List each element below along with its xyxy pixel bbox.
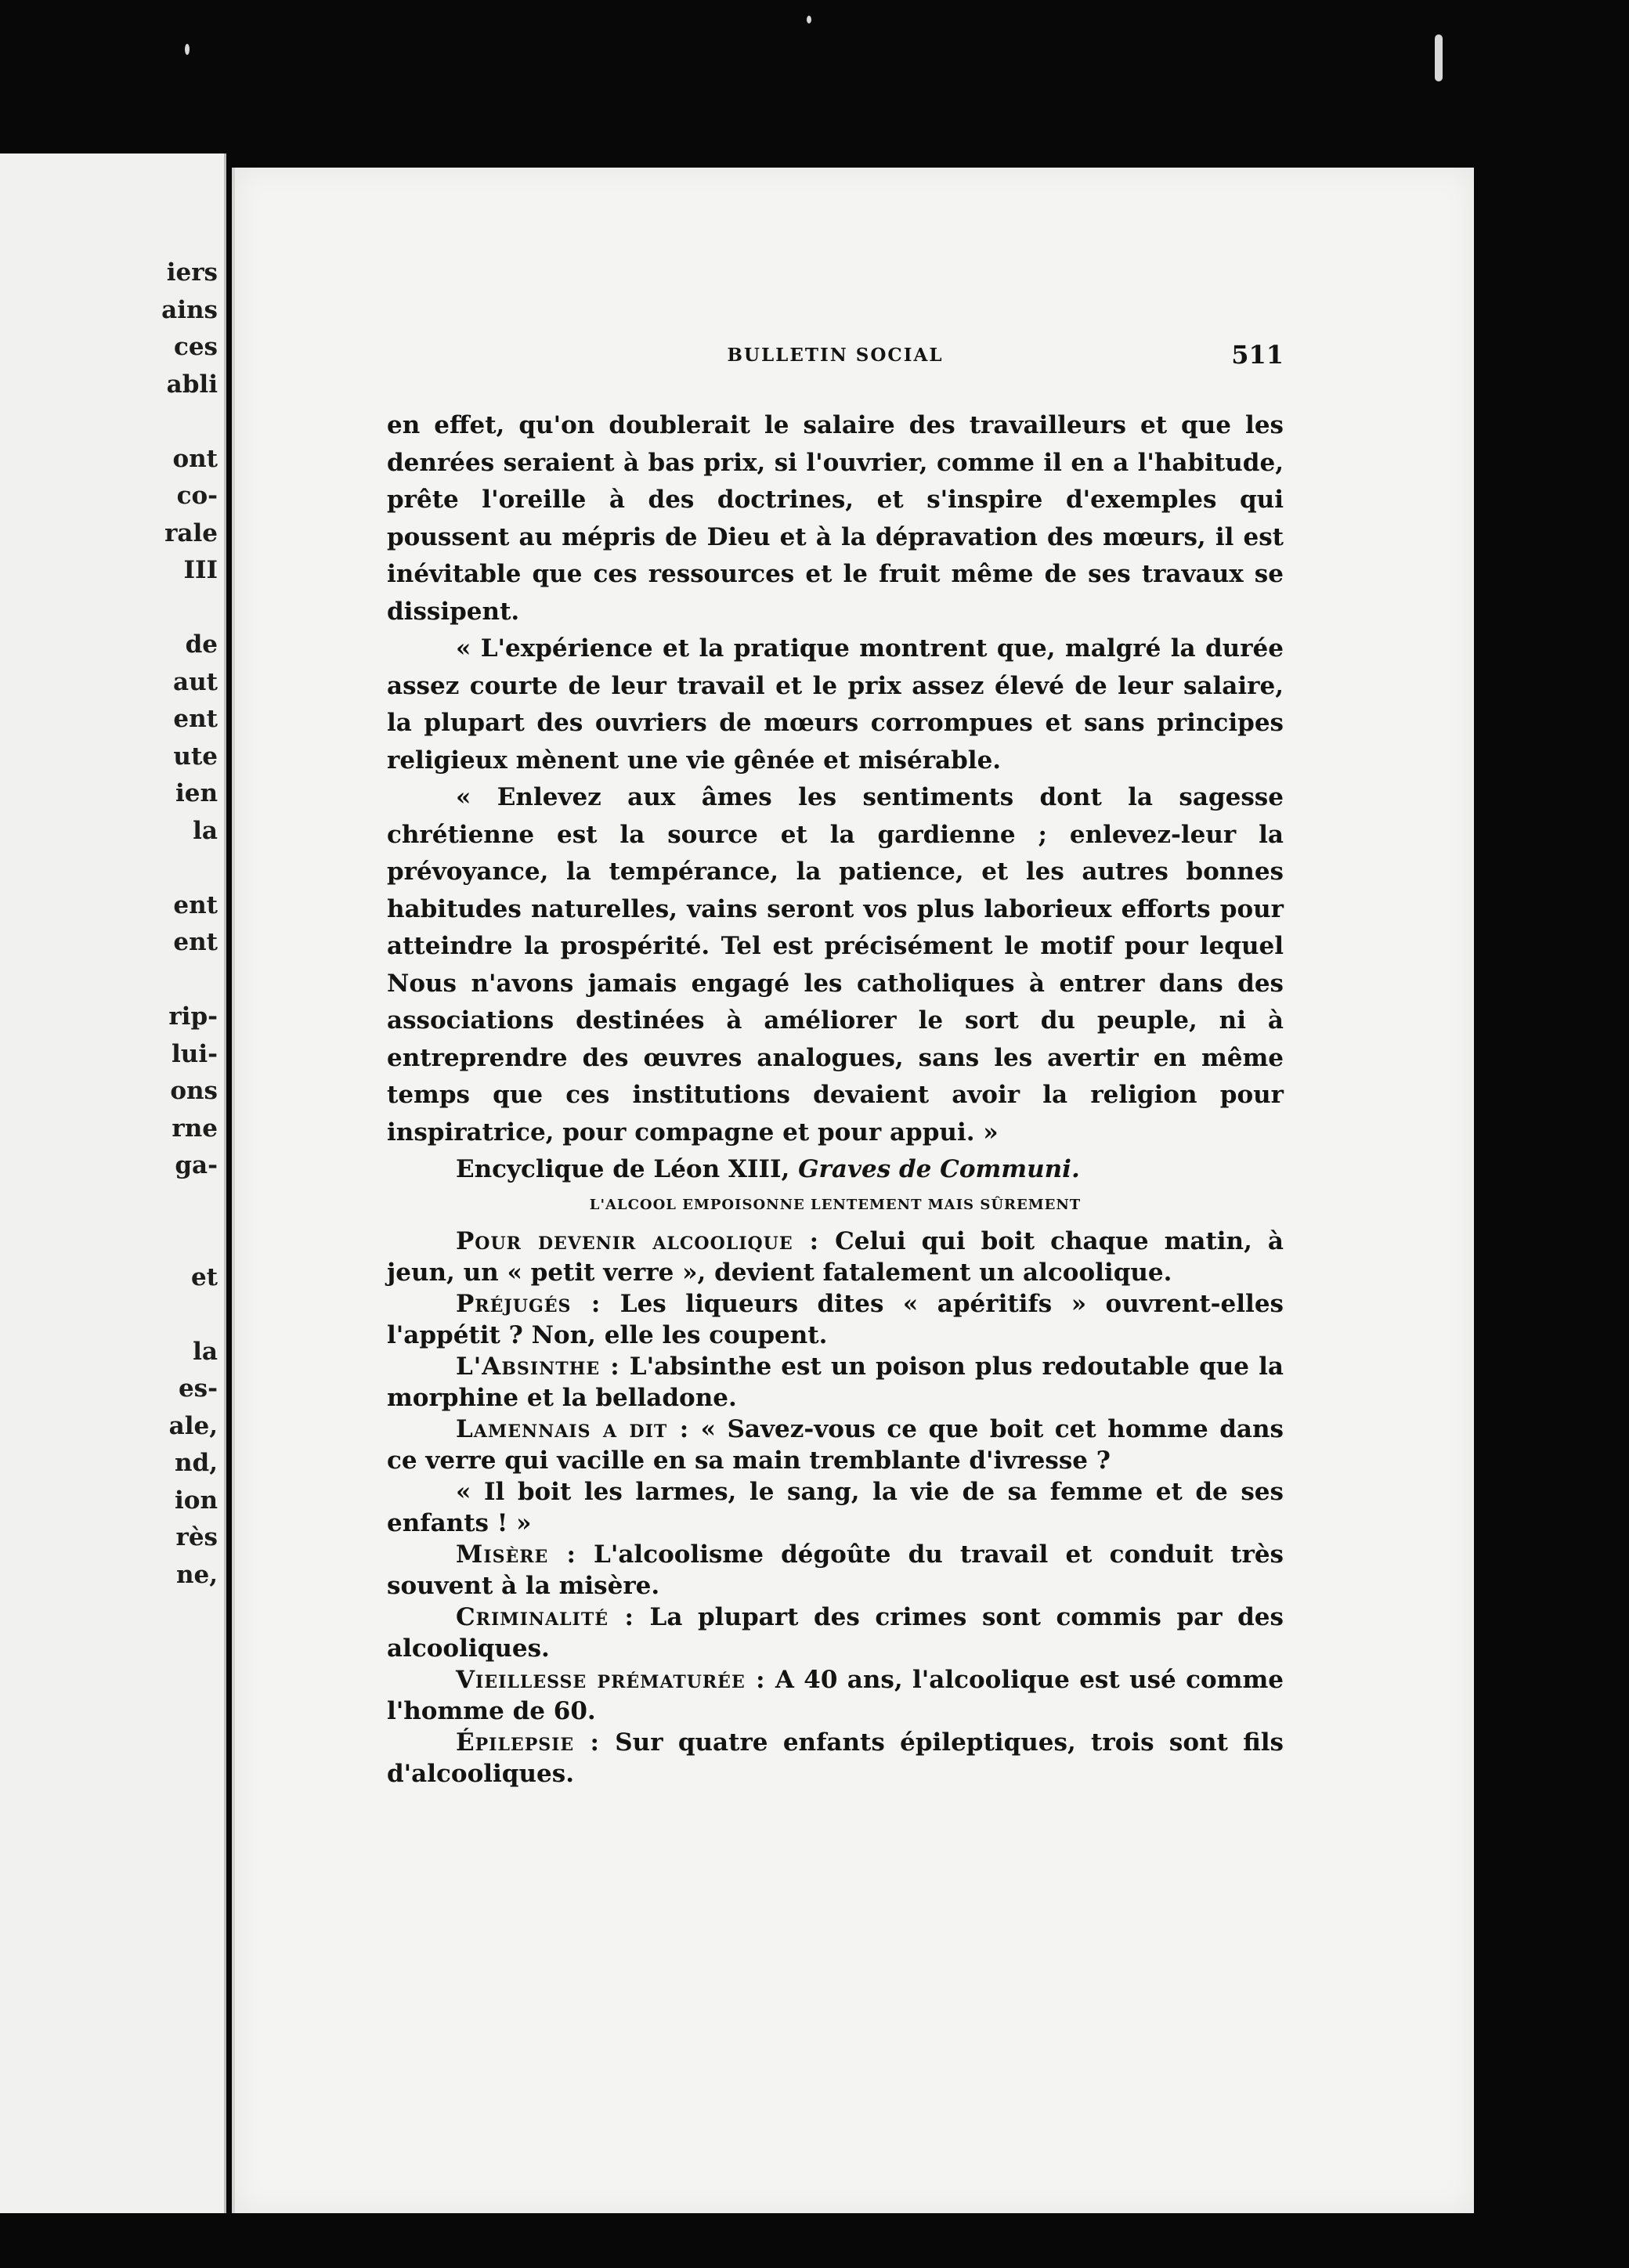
previous-page-fragment: ons [170, 1077, 218, 1105]
previous-page-fragment: ent [173, 890, 218, 919]
previous-page-fragment: es- [178, 1374, 218, 1403]
entry [387, 1602, 1284, 1664]
previous-page-fragment: ains [161, 295, 218, 324]
previous-page-fragment: iers [166, 258, 218, 287]
previous-page-fragment: rip- [168, 1002, 218, 1031]
entry-text: Les liqueurs dites « apéritifs » ouvrent-elles l'appétit ? Non, elle les coupent. [387, 1289, 1284, 1349]
previous-page-fragment: lui- [172, 1039, 218, 1068]
previous-page-fragment: ces [173, 333, 218, 361]
entry-label: Pour devenir alcoolique : [456, 1226, 820, 1255]
page-number: 511 [1231, 340, 1284, 370]
previous-page-fragment: la [193, 816, 218, 845]
previous-page-fragment: de [185, 630, 218, 659]
paragraph: « L'expérience et la pratique montrent que, malgré la durée assez courte de leur travail et le prix assez élevé de leur salaire, la plupart des ouvriers de mœurs corrompues et sans principes religieux mènent une vie gênée et misérable. [387, 634, 1284, 775]
entry-label: L'Absinthe : [456, 1352, 620, 1381]
previous-page-fragment: ute [173, 742, 218, 771]
entry-text: Sur quatre enfants épileptiques, trois sont fils d'alcooliques. [387, 1728, 1284, 1788]
entry [387, 1539, 1284, 1602]
entry-text: L'absinthe est un poison plus redoutable que la morphine et la belladone. [387, 1352, 1284, 1412]
entry-text: L'alcoolisme dégoûte du travail et conduit très souvent à la misère. [387, 1540, 1284, 1600]
previous-page-fragment: ont [172, 444, 218, 473]
previous-page-fragment: nd, [174, 1449, 218, 1477]
citation-prefix: Encyclique de Léon XIII, [456, 1155, 799, 1183]
previous-page-fragment: ale, [168, 1411, 218, 1440]
scan-speck [185, 44, 190, 55]
citation-title: Graves de Communi. [798, 1155, 1080, 1183]
entry-label: Lamennais a dit : [456, 1414, 690, 1443]
previous-page-fragment: rne [172, 1114, 218, 1143]
entry-label: Épilepsie : [456, 1728, 600, 1757]
entry [387, 1351, 1284, 1414]
previous-page-sliver [0, 153, 226, 2213]
entry-text: « Il boit les larmes, le sang, la vie de sa femme et de ses enfants ! » [387, 1477, 1284, 1537]
entry-text: « Savez-vous ce que boit cet homme dans ce verre qui vacille en sa main tremblante d'ivresse ? [387, 1414, 1284, 1475]
previous-page-fragment: aut [173, 667, 218, 696]
page-content [387, 340, 1284, 1789]
running-title: BULLETIN SOCIAL [727, 345, 944, 366]
previous-page-fragment: III [183, 556, 218, 584]
entry-text: Celui qui boit chaque matin, à jeun, un « petit verre », devient fatalement un alcoolique. [387, 1226, 1284, 1287]
scan-speck [1435, 34, 1443, 81]
running-head [387, 340, 1284, 407]
entry [387, 1476, 1284, 1539]
previous-page-fragment: ent [173, 705, 218, 733]
previous-page-text [0, 153, 224, 2213]
previous-page-fragment: ne, [175, 1560, 218, 1589]
entry [387, 1414, 1284, 1476]
previous-page-fragment: co- [176, 482, 218, 510]
previous-page-fragment: et [190, 1262, 218, 1291]
entry-text: A 40 ans, l'alcoolique est usé comme l'homme de 60. [387, 1665, 1284, 1725]
previous-page-fragment: ent [173, 928, 218, 956]
previous-page-fragment: rès [175, 1523, 218, 1551]
previous-page-fragment: ga- [175, 1151, 218, 1179]
previous-page-fragment: abli [166, 370, 218, 399]
entry-text: La plupart des crimes sont commis par des alcooliques. [387, 1602, 1284, 1663]
entry-label: Préjugés : [456, 1289, 601, 1318]
entry-label: Vieillesse prématurée : [456, 1665, 766, 1694]
previous-page-fragment: ion [175, 1486, 218, 1515]
section-heading: L'ALCOOL EMPOISONNE LENTEMENT MAIS SÛREMENT [589, 1196, 1082, 1213]
page [232, 168, 1474, 2213]
entry [387, 1288, 1284, 1351]
scan-speck [807, 16, 811, 23]
entry-label: Misère : [456, 1540, 576, 1569]
entry [387, 1664, 1284, 1727]
entry-label: Criminalité : [456, 1602, 634, 1631]
citation [387, 1151, 1284, 1189]
paragraph: en effet, qu'on doublerait le salaire des travailleurs et que les denrées seraient à bas prix, si l'ouvrier, comme il en a l'habitude, prête l'oreille à des doctrines, et s'inspire d'exemples qui poussent au mépris de Dieu et à la dépravation des mœurs, il est inévitable que ces ressources et le fruit même de ses travaux se dissipent. [387, 411, 1284, 626]
previous-page-fragment: rale [164, 518, 218, 547]
previous-page-fragment: la [193, 1337, 218, 1366]
entry [387, 1727, 1284, 1789]
paragraph: « Enlevez aux âmes les sentiments dont la sagesse chrétienne est la source et la gardienne ; enlevez-leur la prévoyance, la tempérance, la patience, et les autres bonnes habitudes naturelles, vains seront vos plus laborieux efforts pour atteindre la prospérité. Tel est précisément le motif pour lequel Nous n'avons jamais engagé les catholiques à entrer dans des associations destinées à améliorer le sort du peuple, ni à entreprendre des œuvres analogues, sans les avertir en même temps que ces institutions devaient avoir la religion pour inspiratrice, pour compagne et pour appui. » [387, 783, 1284, 1147]
entry [387, 1226, 1284, 1288]
previous-page-fragment: ien [175, 779, 218, 807]
